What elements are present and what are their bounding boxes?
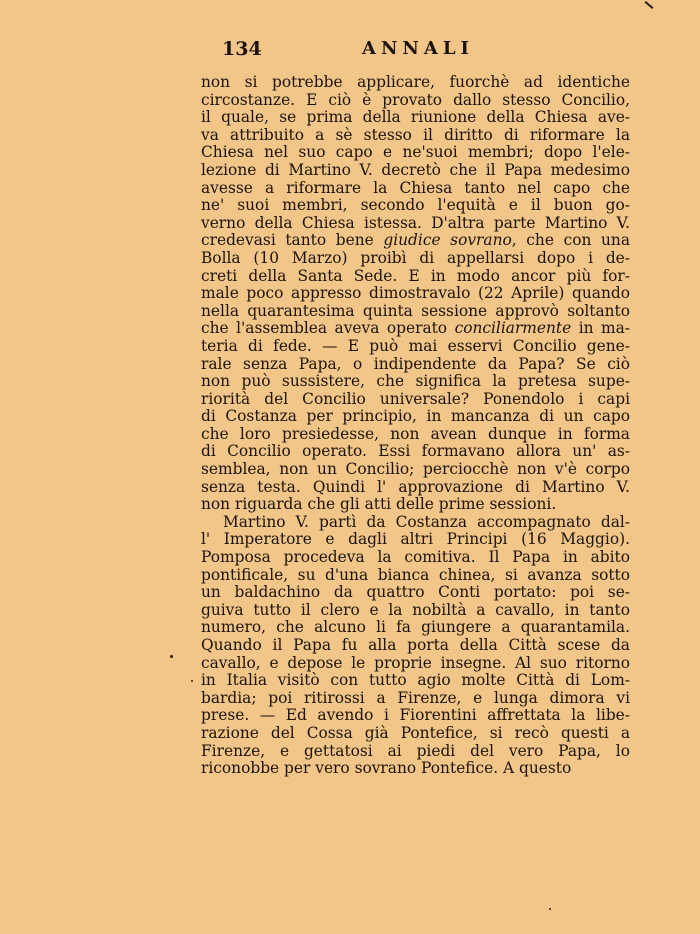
- text-line: Chiesa nel suo capo e ne'suoi membri; dopo l'ele-: [201, 144, 630, 162]
- text-line: che loro presiedesse, non avean dunque in forma: [201, 425, 630, 443]
- page-number: 134: [222, 38, 262, 60]
- text-line: Bolla (10 Marzo) proibì di appellarsi dopo i de-: [201, 249, 630, 267]
- text-line: credevasi tanto bene giudice sovrano, che con una: [201, 232, 630, 250]
- text-line: non si potrebbe applicare, fuorchè ad identiche: [201, 74, 630, 91]
- text-line: avesse a riformare la Chiesa tanto nel capo che: [201, 179, 630, 197]
- text-line: l' Imperatore e dagli altri Principi (16 Maggio).: [201, 531, 630, 549]
- text-line: prese. — Ed avendo i Fiorentini affrettata la libe-: [201, 707, 630, 725]
- text-line: ne' suoi membri, secondo l'equità e il buon go-: [201, 197, 630, 215]
- text-line: va attribuito a sè stesso il diritto di riformare la: [201, 126, 630, 144]
- text-line: Martino V. partì da Costanza accompagnato dal-: [223, 513, 630, 531]
- text-line: semblea, non un Concilio; perciocchè non v'è corpo: [201, 461, 630, 479]
- running-title: ANNALI: [362, 38, 474, 59]
- text-line: numero, che alcuno li fa giungere a quarantamila.: [201, 619, 630, 637]
- text-line: riorità del Concilio universale? Ponendolo i capi: [201, 390, 630, 408]
- text-line: pontificale, su d'una bianca chinea, si avanza sotto: [201, 566, 630, 584]
- text-line: teria di fede. — E può mai esservi Concilio gene-: [201, 337, 630, 355]
- text-line: Quando il Papa fu alla porta della Città scese da: [201, 637, 630, 654]
- text-line: Pomposa procedeva la comitiva. Il Papa in abito: [201, 549, 630, 567]
- text-line: verno della Chiesa istessa. D'altra parte Martino V.: [201, 214, 630, 232]
- text-line: che l'assemblea aveva operato conciliarmente in ma-: [201, 320, 630, 338]
- text-line: circostanze. E ciò è provato dallo stesso Concilio,: [201, 91, 630, 109]
- text-line: Firenze, e gettatosi ai piedi del vero Papa, lo: [201, 742, 630, 760]
- emphasis: conciliarmente: [454, 320, 572, 338]
- ink-speck: [170, 655, 173, 658]
- emphasis: giudice sovrano: [383, 232, 512, 250]
- ink-mark: [645, 1, 654, 9]
- text-line: in Italia visitò con tutto agio molte Città di Lom-: [201, 672, 630, 690]
- text-line: senza testa. Quindi l' approvazione di Martino V.: [201, 478, 630, 496]
- text-line: cavallo, e depose le proprie insegne. Al suo ritorno: [201, 654, 630, 672]
- page-header: [222, 38, 482, 64]
- ink-speck: [549, 908, 551, 910]
- text-line: riconobbe per vero sovrano Pontefice. A questo: [201, 760, 572, 778]
- text-line: bardia; poi ritirossi a Firenze, e lunga dimora vi: [201, 689, 630, 707]
- text-line: il quale, se prima della riunione della Chiesa ave-: [201, 109, 630, 127]
- text-line: un baldachino da quattro Conti portato: poi se-: [201, 584, 630, 602]
- text-line: guiva tutto il clero e la nobiltà a cavallo, in tanto: [201, 601, 630, 619]
- text-line: non può sussistere, che significa la pretesa supe-: [201, 373, 630, 391]
- text-line: di Concilio operato. Essi formavano allora un' as-: [201, 443, 630, 461]
- text-line: di Costanza per principio, in mancanza di un capo: [201, 408, 630, 426]
- text-line: creti della Santa Sede. E in modo ancor più for-: [201, 267, 630, 285]
- text-line: male poco appresso dimostravalo (22 Aprile) quando: [201, 285, 630, 303]
- text-line: rale senza Papa, o indipendente da Papa? Se ciò: [201, 355, 630, 373]
- text-line: nella quarantesima quinta sessione approvò soltanto: [201, 302, 630, 320]
- body-text: [201, 74, 630, 778]
- text-line: lezione di Martino V. decretò che il Papa medesimo: [201, 161, 630, 179]
- text-line: razione del Cossa già Pontefice, si recò questi a: [201, 724, 630, 742]
- ink-speck: [191, 680, 193, 682]
- text-line: non riguarda che gli atti delle prime sessioni.: [201, 496, 557, 514]
